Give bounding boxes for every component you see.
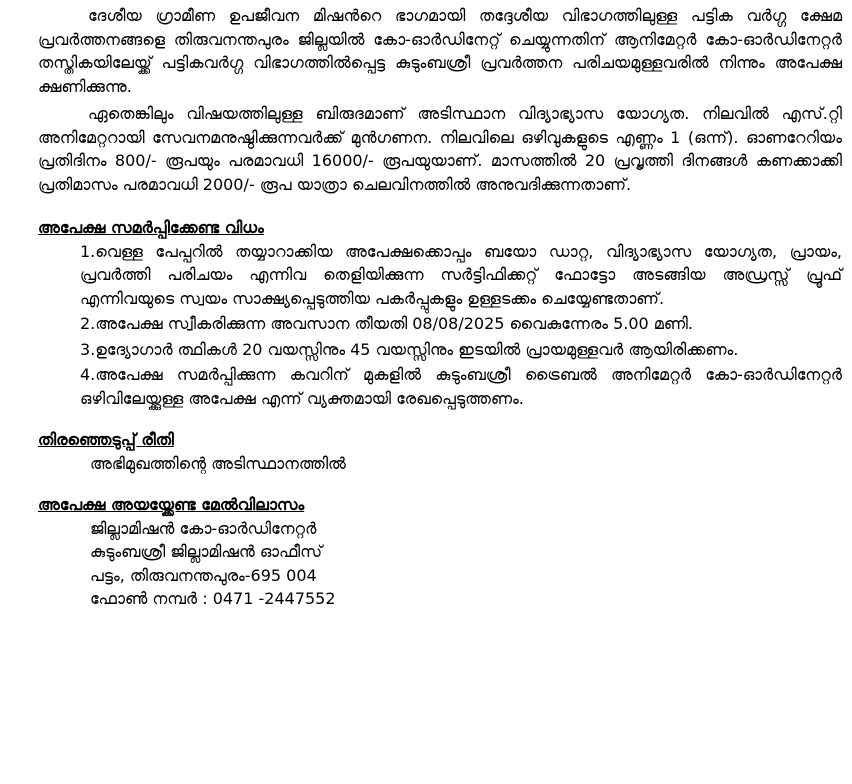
address-line-1: ജില്ലാമിഷൻ കോ-ഓർഡിനേറ്റർ — [90, 518, 317, 538]
address-line-4: ഫോൺ നമ്പർ : 0471 -2447552 — [90, 589, 336, 608]
submission-item-1: 1.വെള്ള പേപ്പറിൽ തയ്യാറാക്കിയ അപേക്ഷക്കൊപ്പം ബയോ ഡാറ്റ, വിദ്യാഭ്യാസ യോഗ്യത, പ്രായം, പ്രവർത്തി പരിചയം എന്നിവ തെളിയിക്കുന്ന സർട്ടിഫിക്കറ്റ് ഫോട്ടോ അടങ്ങിയ അഡ്രസ്സ് പ്രൂഫ് എന്നിവയുടെ സ്വയം സാക്ഷ്യപ്പെടുത്തിയ പകർപ്പുകളും ഉള്ളടക്കം ചെയ്യേണ്ടതാണ്. — [80, 241, 842, 308]
address-block — [38, 517, 842, 611]
intro-paragraph-2: ഏതെങ്കിലും വിഷയത്തിലുള്ള ബിരുദമാണ് അടിസ്ഥാന വിദ്യാഭ്യാസ യോഗ്യത. നിലവിൽ എസ്.റ്റി അനിമേറ്ററായി സേവനമനുഷ്ഠിക്കുന്നവർക്ക് മുൻഗണന. നിലവിലെ ഒഴിവുകളുടെ എണ്ണം 1 (ഒന്ന്). ഓണറേറിയം പ്രതിദിനം 800/- രൂപയും പരമാവധി 16000/- രൂപയുയാണ്. മാസത്തിൽ 20 പ്രവൃത്തി ദിനങ്ങൾ കണക്കാക്കി പ്രതിമാസം പരമാവധി 2000/- രൂപ യാത്രാ ചെലവിനത്തിൽ അനുവദിക്കുന്നതാണ്. — [38, 104, 842, 194]
address-heading: അപേക്ഷ അയയ്ക്കേണ്ട മേൽവിലാസം — [38, 495, 305, 514]
selection-heading: തിരഞ്ഞെടുപ്പ് രീതി — [38, 430, 174, 449]
submission-item-2: 2.അപേക്ഷ സ്വീകരിക്കുന്ന അവസാന തീയതി 08/08/2025 വൈകുന്നേരം 5.00 മണി. — [80, 314, 693, 333]
submission-item-3: 3.ഉദ്യോഗാർ ത്ഥികൾ 20 വയസ്സിനും 45 വയസ്സിനും ഇടയിൽ പ്രായമുള്ളവർ ആയിരിക്കണം. — [80, 339, 739, 359]
address-line-3: പട്ടം, തിരുവനന്തപുരം-695 004 — [90, 565, 317, 585]
intro-paragraph-1: ദേശീയ ഗ്രാമീണ ഉപജീവന മിഷൻറെ ഭാഗമായി തദ്ദേശീയ വിഭാഗത്തിലുള്ള പട്ടിക വർഗ്ഗ ക്ഷേമ പ്രവർത്തനങ്ങളെ തിരുവനന്തപുരം ജില്ലയിൽ കോ-ഓർഡിനേറ്റ് ചെയ്യുന്നതിന് ആനിമേറ്റർ കോ-ഓർഡിനേറ്റർ തസ്തികയിലേയ്ക്ക് പട്ടികവർഗ്ഗ വിഭാഗത്തിൽപ്പെട്ട കുടുംബശ്രീ പ്രവർത്തന പരിചയമുള്ളവരിൽ നിന്നും അപേക്ഷ ക്ഷണിക്കുന്നു. — [38, 6, 842, 96]
submission-item-4: 4.അപേക്ഷ സമർപ്പിക്കുന്ന കവറിന് മുകളിൽ കുടുംബശ്രീ ട്രൈബൽ അനിമേറ്റർ കോ-ഓർഡിനേറ്റർ ഒഴിവിലേയ്ക്കുള്ള അപേക്ഷ എന്ന് വ്യക്തമായി രേഖപ്പെടുത്തണം. — [80, 365, 842, 408]
address-line-2: കുടുംബശ്രീ ജില്ലാമിഷൻ ഓഫീസ് — [90, 542, 323, 561]
submission-list — [38, 240, 842, 411]
submission-heading: അപേക്ഷ സമർപ്പിക്കേണ്ട വിധം — [38, 218, 264, 237]
selection-method: അഭിമുഖത്തിന്റെ അടിസ്ഥാനത്തിൽ — [90, 453, 346, 473]
